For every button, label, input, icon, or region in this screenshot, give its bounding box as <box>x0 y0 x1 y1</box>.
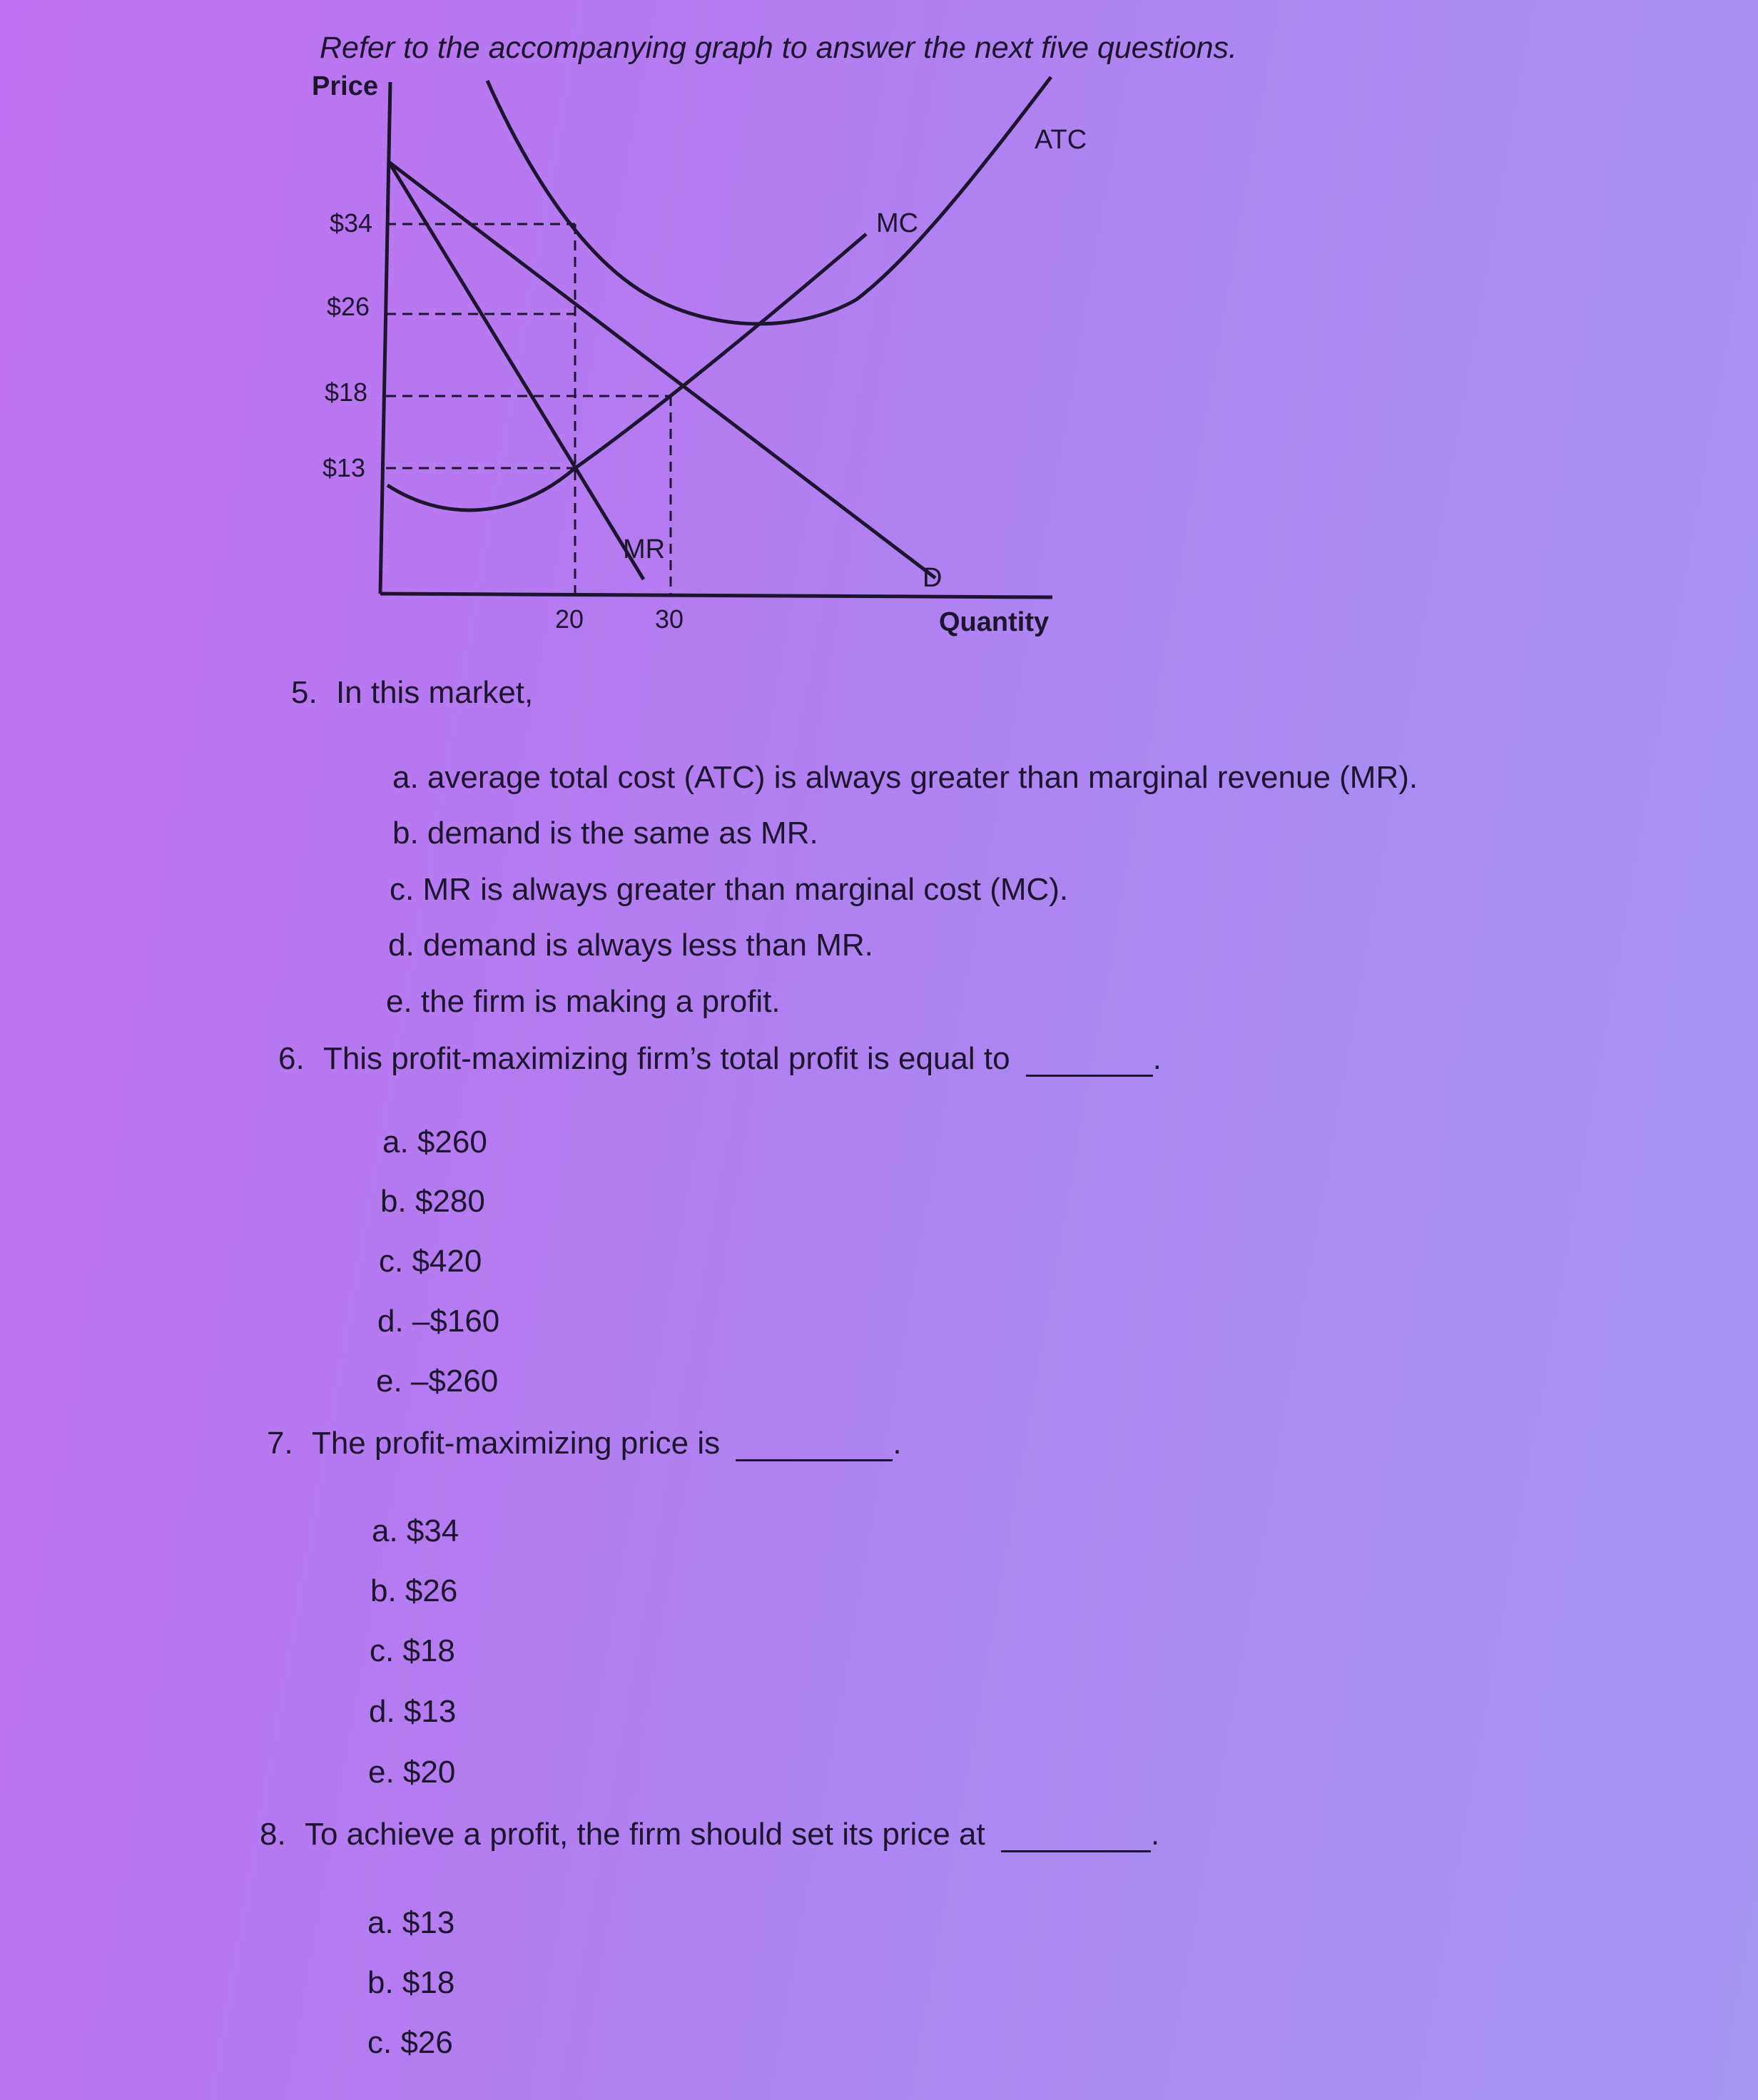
q8-option-b[interactable]: b. $18 <box>367 1965 455 2000</box>
question-end: . <box>1150 1817 1160 1852</box>
q7-option-a[interactable]: a. $34 <box>372 1513 459 1548</box>
quantity-tick-30: 30 <box>655 604 684 634</box>
q5-option-a[interactable]: a. average total cost (ATC) is always greater than marginal revenue (MR). <box>392 760 1418 795</box>
quantity-tick-20: 20 <box>555 604 584 634</box>
atc-label: ATC <box>1035 125 1087 155</box>
x-axis-title: Quantity <box>939 607 1050 637</box>
question-stem: The profit-maximizing price is <box>311 1426 721 1461</box>
question-6 <box>278 1043 1162 1077</box>
q7-option-b[interactable]: b. $26 <box>370 1573 458 1608</box>
answer-blank[interactable] <box>1026 1043 1153 1077</box>
question-number: 5. <box>291 675 317 710</box>
price-tick-13: $13 <box>322 453 366 482</box>
question-7 <box>267 1428 902 1461</box>
intro-text: Refer to the accompanying graph to answer the next five questions. <box>320 31 1237 65</box>
question-number: 8. <box>260 1817 286 1852</box>
question-end: . <box>1152 1041 1162 1076</box>
answer-blank[interactable] <box>1001 1819 1151 1852</box>
q6-option-e[interactable]: e. –$260 <box>376 1364 499 1399</box>
price-tick-34: $34 <box>330 208 373 238</box>
q7-option-c[interactable]: c. $18 <box>370 1633 455 1668</box>
question-8 <box>260 1819 1159 1852</box>
q6-option-d[interactable]: d. –$160 <box>377 1304 500 1339</box>
mc-label: MC <box>876 208 919 238</box>
question-stem: In this market, <box>335 675 534 710</box>
cost-curves-chart <box>0 0 1142 642</box>
q6-option-c[interactable]: c. $420 <box>379 1244 482 1279</box>
mr-label: MR <box>623 534 666 564</box>
price-tick-18: $18 <box>325 377 368 407</box>
q5-option-d[interactable]: d. demand is always less than MR. <box>388 928 873 963</box>
q7-option-e[interactable]: e. $20 <box>368 1755 456 1790</box>
q5-option-c[interactable]: c. MR is always greater than marginal cost (MC). <box>390 872 1069 907</box>
y-axis <box>380 82 390 594</box>
mr-curve <box>389 162 644 579</box>
question-number: 7. <box>267 1426 293 1461</box>
q5-option-b[interactable]: b. demand is the same as MR. <box>392 816 818 851</box>
price-tick-26: $26 <box>327 292 370 321</box>
q7-option-d[interactable]: d. $13 <box>369 1694 457 1729</box>
answer-blank[interactable] <box>736 1428 893 1461</box>
x-axis <box>380 594 1052 597</box>
atc-curve <box>487 77 1051 324</box>
demand-label: D <box>923 563 942 593</box>
question-stem: To achieve a profit, the firm should set its price at <box>304 1817 985 1852</box>
q8-option-a[interactable]: a. $13 <box>367 1905 455 1940</box>
question-number: 6. <box>278 1041 305 1076</box>
q6-option-a[interactable]: a. $260 <box>382 1125 487 1160</box>
q6-option-b[interactable]: b. $280 <box>380 1184 485 1219</box>
demand-curve <box>389 162 935 578</box>
question-end: . <box>893 1426 902 1461</box>
question-stem: This profit-maximizing firm’s total profit is equal to <box>322 1041 1010 1076</box>
q8-option-c[interactable]: c. $26 <box>367 2025 453 2060</box>
question-5 <box>291 677 533 709</box>
q5-option-e[interactable]: e. the firm is making a profit. <box>386 984 781 1019</box>
y-axis-title: Price <box>312 71 378 101</box>
